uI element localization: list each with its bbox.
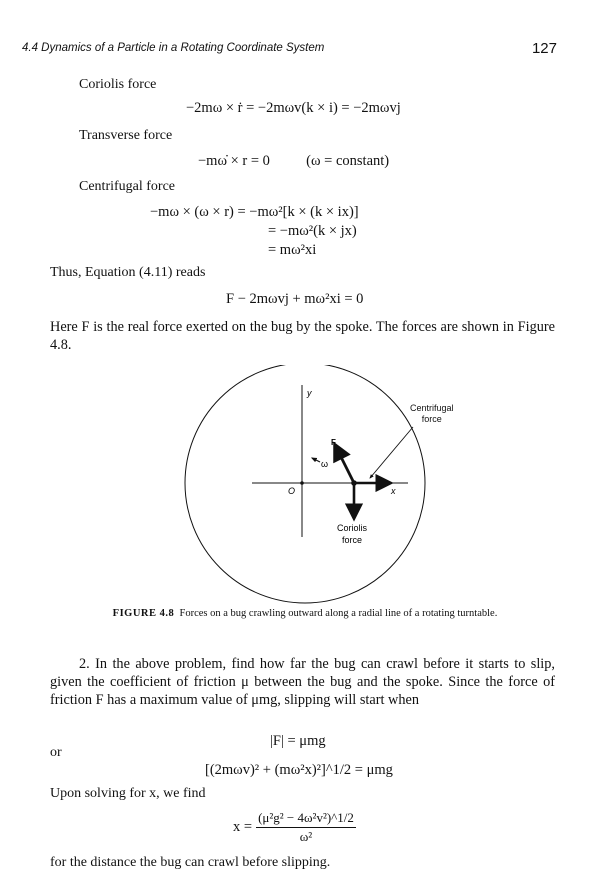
final-sentence: for the distance the bug can crawl before slipping. — [50, 855, 331, 870]
centrifugal-equation-line-3: = mω²xi — [268, 242, 317, 258]
or-word: or — [50, 745, 62, 760]
centrifugal-figure-label-line-2: force — [421, 414, 442, 424]
slipping-condition-equation: [(2mωv)² + (mω²x)²]^1/2 = μmg — [205, 762, 393, 778]
page-number: 127 — [531, 40, 557, 57]
centrifugal-equation-line-1: −mω × (ω × r) = −mω²[k × (k × ix)] — [150, 204, 359, 220]
coriolis-label-line-1: Coriolis — [337, 523, 368, 533]
friction-force-arrow — [335, 445, 354, 483]
friction-magnitude-equation: |F| = μmg — [270, 733, 326, 749]
centrifugal-leader-line — [370, 427, 413, 478]
y-axis-label: y — [307, 388, 312, 398]
figure-caption — [70, 607, 540, 621]
coriolis-label-line-2: force — [342, 535, 363, 545]
force-description-paragraph: Here F is the real force exerted on the bug by the spoke. The forces are shown in Figure 4.8. — [50, 319, 555, 353]
centrifugal-figure-label — [410, 403, 454, 425]
transverse-label: Transverse force — [79, 128, 173, 143]
coriolis-label: Coriolis force — [79, 77, 157, 92]
running-header: 4.4 Dynamics of a Particle in a Rotating Coordinate System — [22, 42, 325, 54]
figure-4-8 — [180, 365, 430, 605]
problem-2-paragraph: 2. In the above problem, find how far the bug can crawl before it starts to slip, given the coefficient of friction μ between the bug and the spoke. Since the force of friction F has a maximum value of μmg, slipping will start when — [50, 656, 555, 708]
origin-label: O — [288, 486, 296, 496]
x-solution-fraction — [256, 810, 356, 845]
figure-caption-text: Forces on a bug crawling outward along a radial line of a rotating turntable. — [179, 608, 498, 619]
centrifugal-equation-line-2: = −mω²(k × jx) — [268, 223, 357, 239]
x-solution-denominator: ω² — [299, 829, 313, 844]
x-solution-equation — [233, 810, 356, 845]
x-solution-numerator: (μ²g² − 4ω²v²)^1/2 — [256, 810, 356, 828]
origin-point — [300, 481, 304, 485]
omega-rotation-arrow — [312, 458, 320, 462]
x-solution-lhs: x = — [233, 819, 253, 835]
friction-force-label: F — [331, 438, 336, 447]
coriolis-equation: −2mω × ṙ = −2mωv(k × i) = −2mωvj — [186, 100, 401, 116]
thus-text: Thus, Equation (4.11) reads — [50, 265, 206, 280]
x-axis-label: x — [391, 486, 396, 496]
centrifugal-figure-label-line-1: Centrifugal — [410, 403, 454, 413]
equation-of-motion: F − 2mωvj + mω²xi = 0 — [226, 291, 364, 307]
omega-label: ω — [321, 459, 329, 469]
centrifugal-label: Centrifugal force — [79, 179, 176, 194]
figure-caption-label: FIGURE 4.8 — [112, 608, 175, 619]
transverse-equation: −mω̇ × r = 0 (ω = constant) — [198, 153, 390, 169]
solving-text: Upon solving for x, we find — [50, 786, 206, 801]
